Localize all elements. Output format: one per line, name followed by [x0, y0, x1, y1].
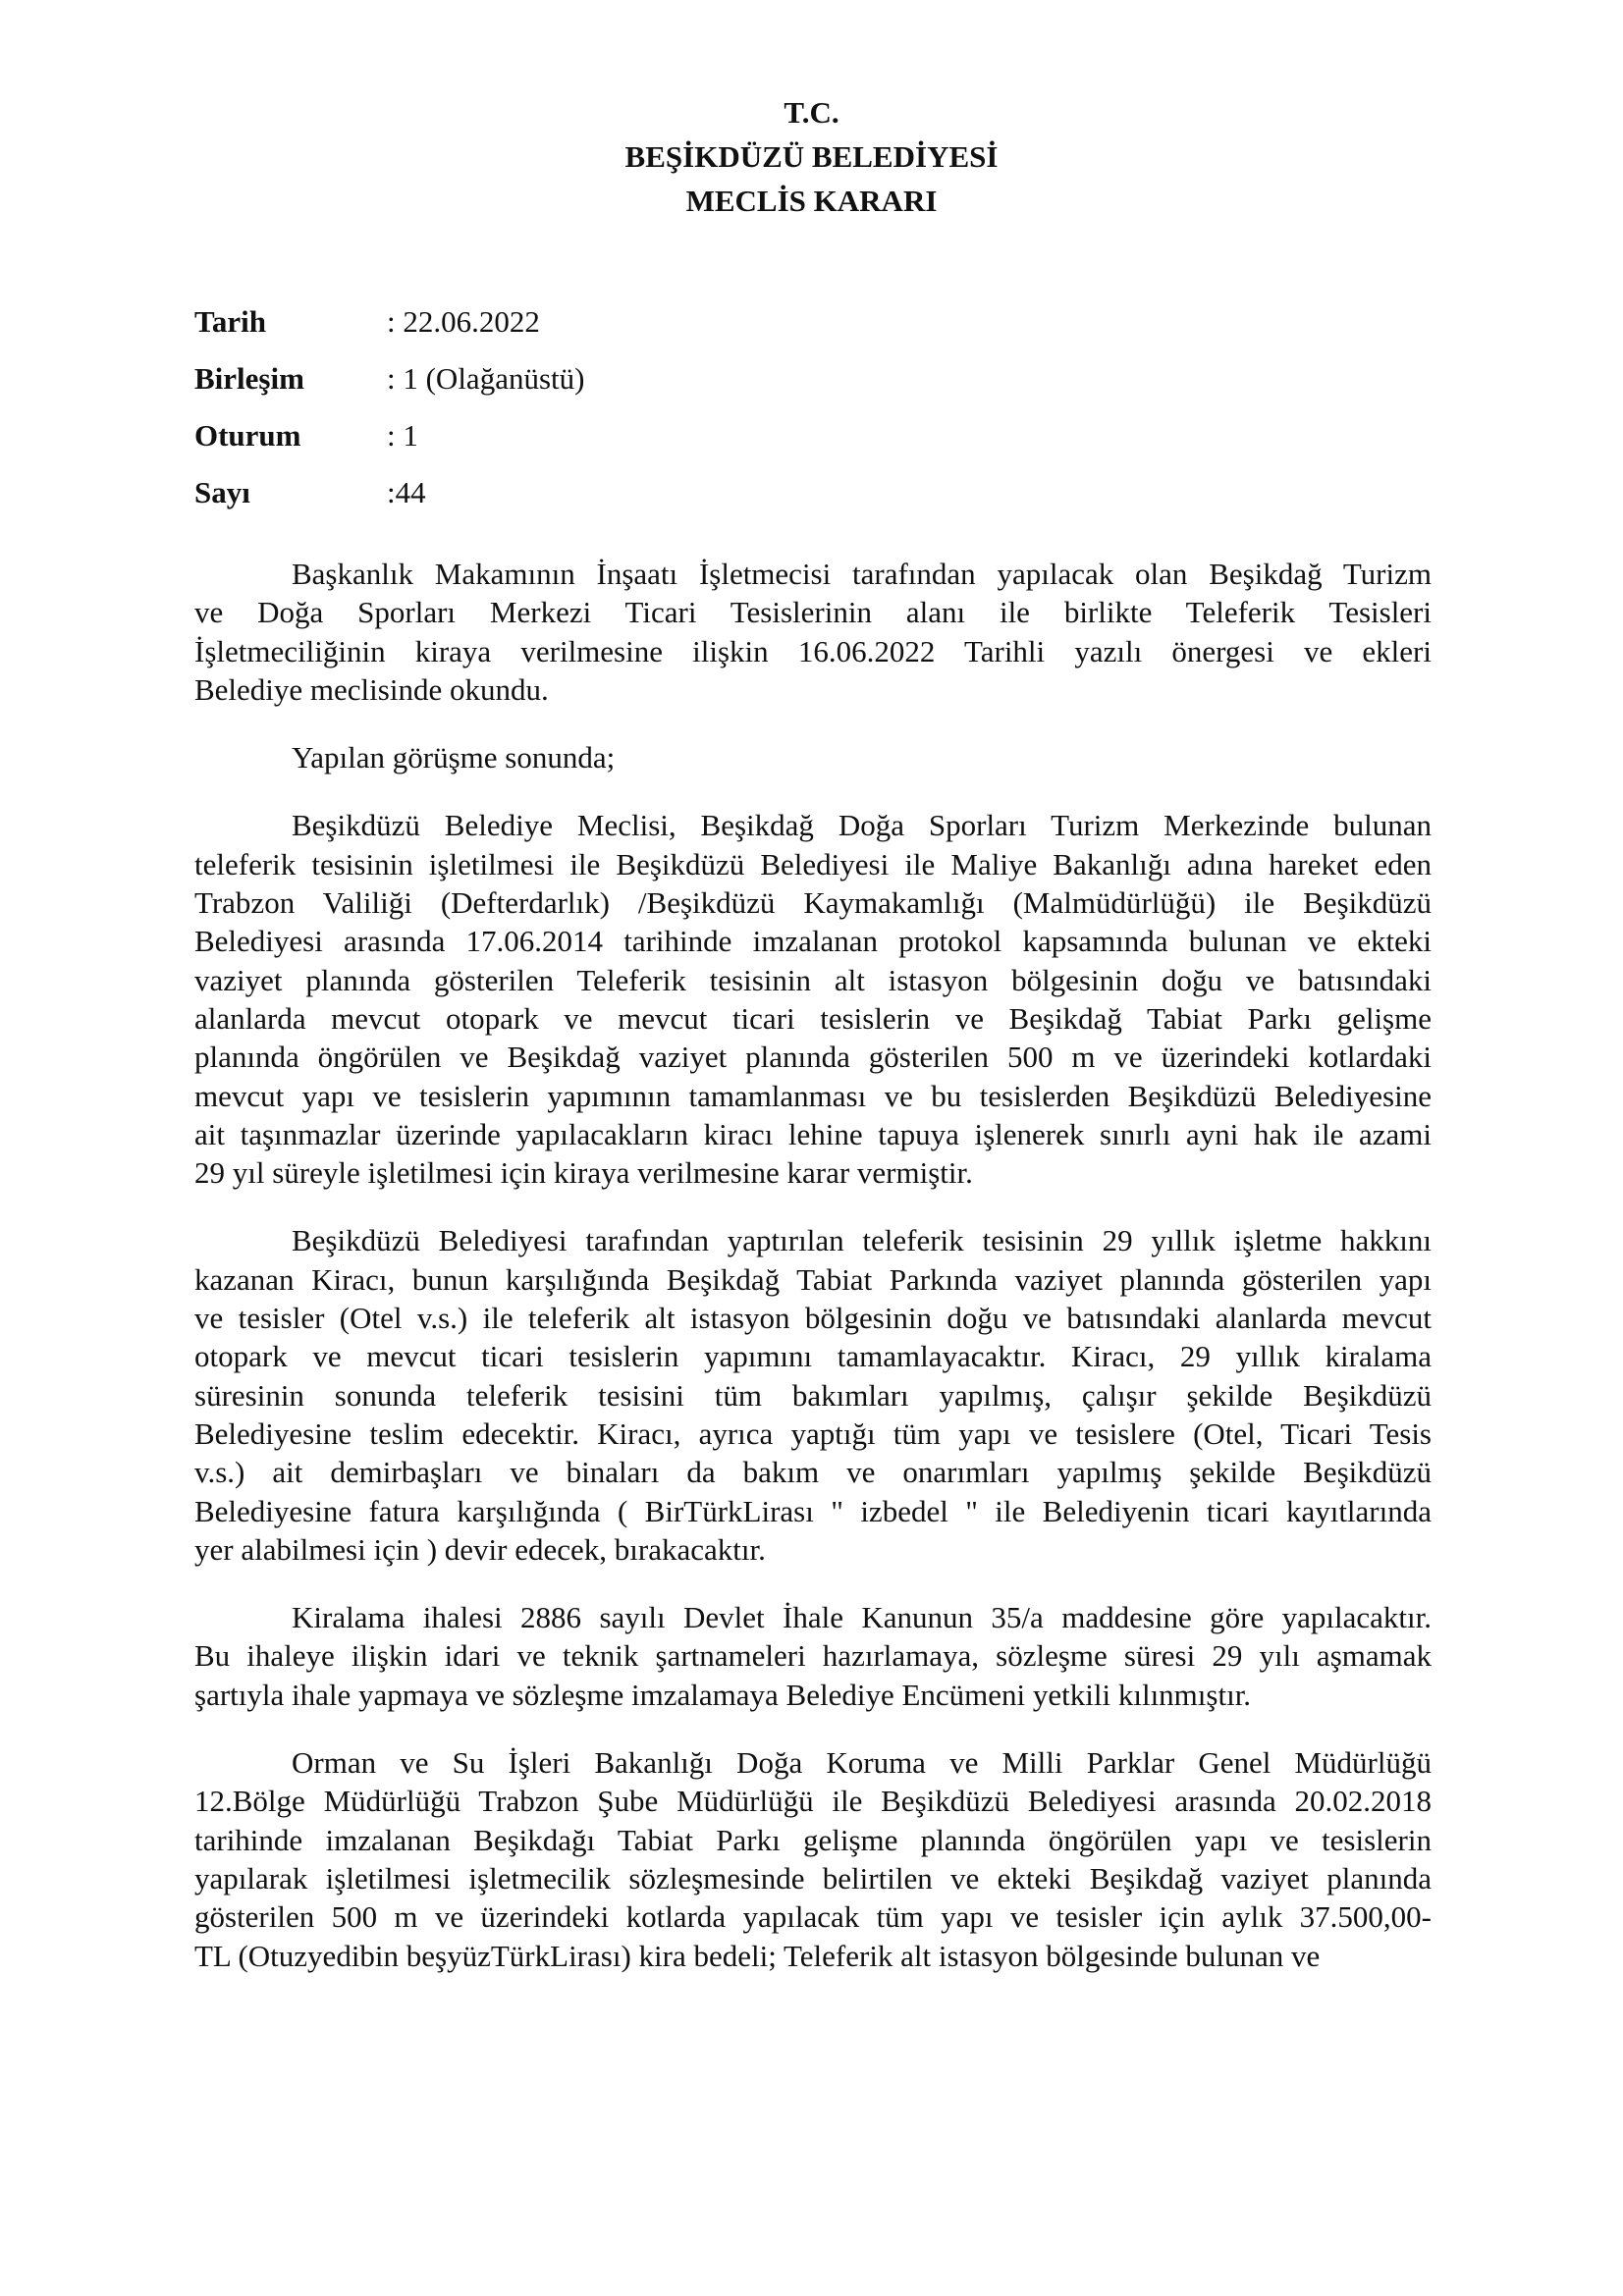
paragraph-line: ait taşınmazlar üzerinde yapılacakların kiracı lehine tapuya işlenerek sınırlı ayni hak ile azami — [194, 1116, 1432, 1151]
sitting-value: : 1 — [387, 418, 418, 453]
paragraph-line: Kiralama ihalesi 2886 sayılı Devlet İhale Kanunun 35/a maddesine göre yapılacaktır. — [292, 1600, 1432, 1635]
date-value: : 22.06.2022 — [387, 304, 540, 339]
paragraph-line: gösterilen 500 m ve üzerindeki kotlarda yapılacak tüm yapı ve tesisler için aylık 37.500,00- — [194, 1899, 1432, 1935]
decision-metadata — [194, 300, 584, 528]
sitting-label: Oturum — [194, 418, 301, 453]
header-institution: BEŞİKDÜZÜ BELEDİYESİ — [624, 139, 999, 174]
paragraph-line: Belediyesine teslim edecektir. Kiracı, ayrıca yaptığı tüm yapı ve tesislere (Otel, Ticari Tesis — [194, 1415, 1432, 1451]
meta-row-session — [194, 357, 584, 414]
paragraph-line: 29 yıl süreyle işletilmesi için kiraya verilmesine karar vermiştir. — [194, 1155, 973, 1191]
decision-body — [194, 555, 1432, 2004]
paragraph-line: Trabzon Valiliği (Defterdarlık) /Beşikdüzü Kaymakamlığı (Malmüdürlüğü) ile Beşikdüzü — [194, 885, 1432, 921]
paragraph-line: tarihinde imzalanan Beşikdağı Tabiat Parkı gelişme planında öngörülen yapı ve tesislerin — [194, 1822, 1432, 1857]
paragraph-line: süresinin sonunda teleferik tesisini tüm bakımları yapılmış, çalışır şekilde Beşikdüzü — [194, 1377, 1432, 1413]
paragraph-line: ve tesisler (Otel v.s.) ile teleferik alt istasyon bölgesinin doğu ve batısındaki alanlarda mevcut — [194, 1301, 1432, 1336]
paragraph-line: şartıyla ihale yapmaya ve sözleşme imzalamaya Belediye Encümeni yetkili kılınmıştır. — [194, 1677, 1252, 1712]
paragraph-line: 12.Bölge Müdürlüğü Trabzon Şube Müdürlüğü ile Beşikdüzü Belediyesi arasında 20.02.2018 — [194, 1784, 1432, 1819]
paragraph-line: Belediye meclisinde okundu. — [194, 671, 549, 707]
paragraph-line: Belediyesi arasında 17.06.2014 tarihinde imzalanan protokol kapsamında bulunan ve ekteki — [194, 924, 1432, 959]
paragraph-line: Başkanlık Makamının İnşaatı İşletmecisi tarafından yapılacak olan Beşikdağ Turizm — [292, 557, 1432, 591]
paragraph-line: vaziyet planında gösterilen Teleferik tesisinin alt istasyon bölgesinin doğu ve batısındaki — [194, 962, 1432, 997]
body-paragraph — [194, 1221, 1432, 1569]
paragraph-line: teleferik tesisinin işletilmesi ile Beşikdüzü Belediyesi ile Maliye Bakanlığı adına hareket eden — [194, 846, 1432, 881]
paragraph-line: planında öngörülen ve Beşikdağ vaziyet planında gösterilen 500 m ve üzerindeki kotlardaki — [194, 1040, 1432, 1075]
meta-row-sitting — [194, 414, 584, 471]
number-value: :44 — [387, 475, 426, 509]
paragraph-line: yapılarak işletilmesi işletmecilik sözleşmesinde belirtilen ve ekteki Beşikdağ vaziyet planında — [194, 1860, 1432, 1896]
paragraph-line: Beşikdüzü Belediye Meclisi, Beşikdağ Doğa Sporları Turizm Merkezinde bulunan — [292, 808, 1432, 843]
meta-row-number — [194, 471, 584, 528]
paragraph-line: TL (Otuzyedibin beşyüzTürkLirası) kira bedeli; Teleferik alt istasyon bölgesinde bulunan ve — [194, 1938, 1321, 1973]
paragraph-line: Beşikdüzü Belediyesi tarafından yaptırılan teleferik tesisinin 29 yıllık işletme hakkını — [292, 1223, 1432, 1258]
header-document-type: MECLİS KARARI — [685, 184, 938, 218]
session-label: Birleşim — [194, 361, 304, 396]
number-label: Sayı — [194, 475, 250, 509]
paragraph-line: Belediyesine fatura karşılığında ( BirTürkLirası " izbedel " ile Belediyenin ticari kayıtlarında — [194, 1493, 1432, 1528]
paragraph-line: Bu ihaleye ilişkin idari ve teknik şartnameleri hazırlamaya, sözleşme süresi 29 yılı aşmamak — [194, 1638, 1432, 1674]
paragraph-line: Yapılan görüşme sonunda; — [292, 740, 616, 775]
paragraph-line: yer alabilmesi için ) devir edecek, bırakacaktır. — [194, 1531, 766, 1567]
paragraph-line: otopark ve mevcut ticari tesislerin yapımını tamamlayacaktır. Kiracı, 29 yıllık kiralama — [194, 1339, 1432, 1374]
paragraph-line: v.s.) ait demirbaşları ve binaları da bakım ve onarımları yapılmış şekilde Beşikdüzü — [194, 1455, 1432, 1490]
body-paragraph — [194, 1598, 1432, 1714]
header-country: T.C. — [784, 95, 839, 130]
body-paragraph — [194, 1743, 1432, 1975]
paragraph-line: İşletmeciliğinin kiraya verilmesine ilişkin 16.06.2022 Tarihli yazılı önergesi ve ekleri — [194, 633, 1432, 668]
body-paragraph — [194, 738, 1432, 776]
paragraph-line: Orman ve Su İşleri Bakanlığı Doğa Koruma ve Milli Parklar Genel Müdürlüğü — [292, 1745, 1432, 1781]
session-value: : 1 (Olağanüstü) — [387, 361, 585, 396]
paragraph-line: alanlarda mevcut otopark ve mevcut ticari tesislerin ve Beşikdağ Tabiat Parkı gelişme — [194, 1000, 1432, 1036]
body-paragraph — [194, 806, 1432, 1192]
paragraph-line: ve Doğa Sporları Merkezi Ticari Tesislerinin alanı ile birlikte Teleferik Tesisleri — [194, 595, 1432, 630]
meta-row-date — [194, 300, 584, 357]
document-header — [0, 90, 1623, 223]
paragraph-line: mevcut yapı ve tesislerin yapımının tamamlanması ve bu tesislerden Beşikdüzü Belediyesine — [194, 1078, 1432, 1113]
date-label: Tarih — [194, 304, 266, 339]
paragraph-line: kazanan Kiracı, bunun karşılığında Beşikdağ Tabiat Parkında vaziyet planında gösterilen yapı — [194, 1261, 1432, 1297]
body-paragraph — [194, 555, 1432, 709]
